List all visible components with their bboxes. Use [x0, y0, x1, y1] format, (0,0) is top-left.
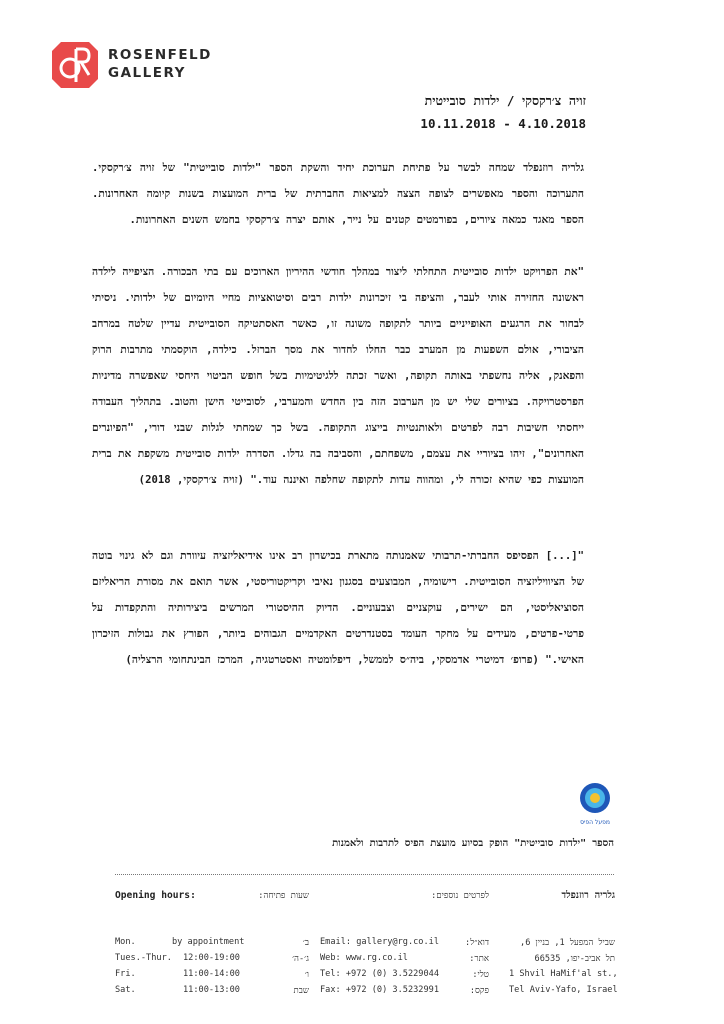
opening-hours-label-en: Opening hours:: [115, 890, 196, 901]
contact-tel: Tel: +972 (0) 3.5229044: [320, 969, 439, 979]
more-details-label-he: לפרטים נוספים:: [431, 891, 489, 901]
contact-web[interactable]: Web: www.rg.co.il: [320, 953, 408, 963]
logo-wordmark: [108, 46, 212, 82]
gallery-name-he: גלריה רוזנפלד: [561, 890, 615, 901]
intro-paragraph: גלריה רוזנפלד שמחה לבשר על פתיחת תערוכת יחיד והשקת הספר "ילדות סובייטית" של זויה צ׳רקסקי. התערוכה והספר מאפשרים לצופה הצצה למציאות החברתית של ברית המועצות בשנות קיומה האחרונות. הספר מאגד כמאה ציורים, בפורמטים קטנים על נייר, אותם יצרה צ׳רקסקי בחמש השנים האחרונות.: [92, 162, 584, 226]
contact-label-he: אתר:: [469, 954, 489, 964]
hours-time: 11:00-14:00: [183, 969, 240, 979]
hours-day-en: Mon.: [115, 937, 136, 947]
critic-quote-paragraph: "[...] הפסיפס החברתי-תרבותי שאמנותה מתארת בכישרון רב אינו אידיאליזציה עיוורת וגם לא גינוי בוטה של הציוויליזציה הסובייטית. רישומיה, המבוצעים בסגנון נאיבי וקריקטוריסטי, אשר תואם את מסורת הריאליזם הסוציאליסטי, הם ישירים, עוקצניים וצבעוניים. הדיוק ההיסטורי המרשים ביצירותיה והתקפדות על פרטי-פרטים, מעידים על מחקר העומד בסטנדרטים האקדמיים הגבוהים ביותר, הפורץ את גבולות הזיכרון האישי." (פרופ׳ דמיטרי אדמסקי, ביה״ס לממשל, דיפלומטיה ואסטרטגיה, המרכז הבינתחומי הרצליה): [92, 550, 584, 666]
hours-day-he: ו׳: [304, 970, 309, 980]
address-line: 1 Shvil HaMif'al st.,: [509, 969, 618, 979]
hours-day-en: Tues.-Thur.: [115, 953, 172, 963]
hours-day-he: ג׳-ה׳: [292, 954, 309, 964]
hours-day-en: Fri.: [115, 969, 136, 979]
sponsor-logo-caption: מפעל הפיס: [580, 819, 610, 826]
rg-monogram-icon: [52, 42, 98, 88]
hours-time: by appointment: [172, 937, 245, 947]
footer: [115, 882, 618, 996]
opening-hours-label-he: שעות פתיחה:: [258, 891, 309, 901]
contact-label-he: טלי:: [472, 970, 489, 980]
address-line: תל אביב-יפו, 66535: [534, 954, 615, 964]
logo-line-2: GALLERY: [108, 65, 186, 81]
contact-label-he: פקס:: [469, 986, 489, 996]
gallery-logo: [52, 42, 212, 90]
hours-time: 12:00-19:00: [183, 953, 240, 963]
hours-time: 11:00-13:00: [183, 985, 240, 995]
sponsor-credit: הספר "ילדות סובייטית" הופק בסיוע מועצת הפיס לתרבות ולאמנות: [332, 838, 614, 849]
exhibition-dates: 10.11.2018 - 4.10.2018: [420, 116, 586, 131]
hours-day-he: ב׳: [302, 938, 309, 948]
footer-divider: [115, 874, 614, 875]
mifal-hapais-logo-icon: [575, 782, 615, 826]
address-line: שביל המפעל 1, בניין 6,: [520, 938, 615, 948]
hours-day-en: Sat.: [115, 985, 136, 995]
contact-email[interactable]: Email: gallery@rg.co.il: [320, 937, 439, 947]
contact-label-he: דוא״ל:: [465, 938, 489, 948]
artist-quote-paragraph: "את הפרויקט ילדות סובייטית התחלתי ליצור במהלך חודשי ההיריון הארוכים עם בתי הבכורה. הציפייה לילדה ראשונה החזירה אותי לעבר, והציפה בי זיכרונות ילדות רבים וסיטואציות מחיי היומיום של ילדותי. ניסיתי לבחור את הרגעים האופייניים ביותר לתקופה משונה זו, כאשר האסתטיקה הסובייטית עדיין שלטה במרחב הציבורי, אולם השפעות מן המערב כבר החלו לחדור את מסך הברזל. כילדה, הוקסמתי מתרבות הרוק והפאנק, אליה נחשפתי באותה תקופה, ואשר זכתה ללגיטימיות בשל חופש הביטוי היחסי שאפשרה מדיניות הפרסטרויקה. בציורים שלי יש מן הערבוב הזה בין החדש והמערבי, לסובייטי הישן והטוב. בתהליך העבודה ייחסתי חשיבות רבה לפרטים ולאותנטיות בייצוג התקופה. בשל כך שמחתי לגלות שבני דורי, "הפיונרים האחרונים", זיהו בציוריי את עצמם, משפחתם, והסביבה בה גדלו. הסדרה ילדות סובייטית משקפת את ברית המועצות כפי שהיא זכורה לי, ומהווה עדות לתקופה שחלפה ואיננה עוד." (זויה צ׳רקסקי, 2018): [92, 266, 584, 486]
contact-fax: Fax: +972 (0) 3.5232991: [320, 985, 439, 995]
logo-line-1: ROSENFELD: [108, 47, 212, 63]
document-title: זויה צ׳רקסקי / ילדות סובייטית: [424, 93, 586, 108]
address-line: Tel Aviv-Yafo, Israel: [509, 985, 618, 995]
hours-day-he: שבת: [293, 986, 309, 996]
